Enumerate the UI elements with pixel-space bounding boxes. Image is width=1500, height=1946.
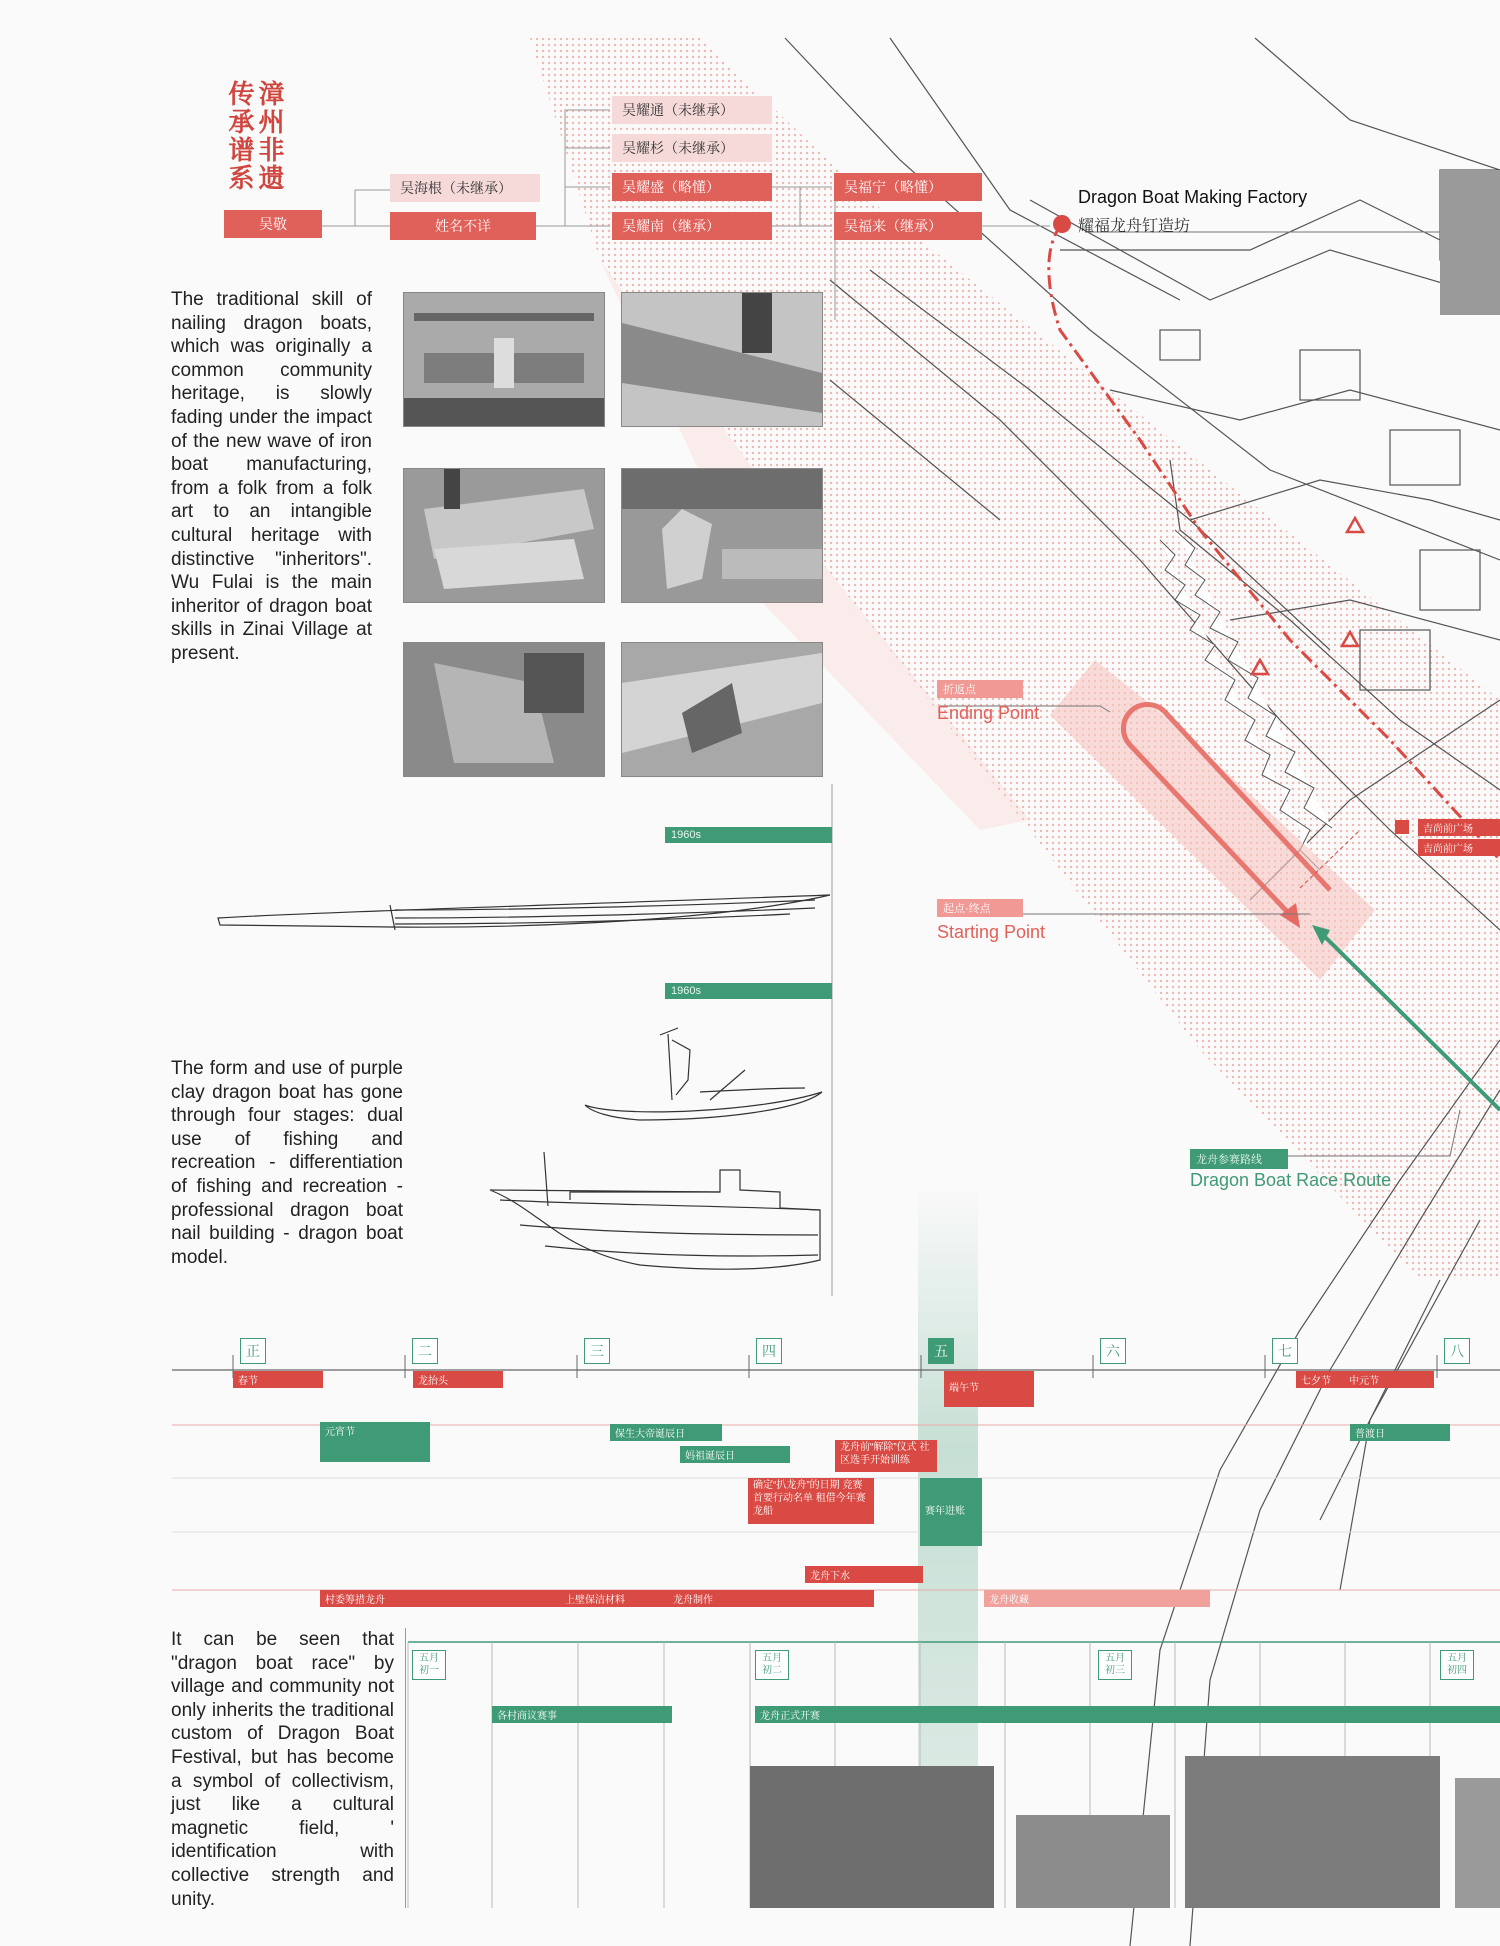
bar-yuanxiao: 元宵节 <box>320 1422 430 1462</box>
month-1: 正 <box>240 1338 266 1364</box>
bar-boat-storage: 龙舟收藏 <box>984 1590 1210 1607</box>
bar-spring-festival: 春节 <box>233 1371 323 1388</box>
gen3-wu-yaosheng: 吴耀盛（略懂） <box>612 173 772 201</box>
bar-race-official: 龙舟正式开赛 <box>755 1706 1500 1723</box>
form-paragraph: The form and use of purple clay dragon boat has gone through four stages: dual use of fishing and recreation - differentiation of fishing and recreation - professional dragon boat nail building - dragon boat model. <box>171 1058 403 1268</box>
photo-carving <box>621 468 823 603</box>
plaza-label-1: 吉尚前广场 <box>1418 819 1500 836</box>
closing-divider <box>405 1628 406 1908</box>
month-2: 二 <box>412 1338 438 1364</box>
bar-baosheng: 保生大帝诞辰日 <box>610 1424 722 1441</box>
gen3-wu-yaonan: 吴耀南（继承） <box>612 212 772 240</box>
photo-hands-1 <box>403 642 605 777</box>
day-1: 五月初一 <box>412 1650 446 1680</box>
bar-boat-making: 龙舟制作 <box>668 1590 874 1607</box>
bar-longtaitou: 龙抬头 <box>413 1371 503 1388</box>
month-8: 八 <box>1444 1338 1470 1364</box>
bar-mazu: 妈祖诞辰日 <box>680 1446 790 1463</box>
photo-workshop-1 <box>403 292 605 427</box>
month-6: 六 <box>1100 1338 1126 1364</box>
starting-point-label: Starting Point <box>937 922 1046 942</box>
era-tag-2: 1960s <box>665 983 832 999</box>
bar-zhongyuan: 中元节 <box>1344 1371 1434 1388</box>
bar-village-negotiation: 各村商议赛事 <box>492 1706 672 1723</box>
race-route-cn: 龙舟参赛路线 <box>1190 1149 1288 1169</box>
race-route-label: Dragon Boat Race Route <box>1190 1170 1392 1190</box>
plaza-marker <box>1395 820 1409 834</box>
day-3: 五月初三 <box>1098 1650 1132 1680</box>
gen2-unknown: 姓名不详 <box>390 212 536 240</box>
bar-jiefu-training: 龙舟前“解除”仪式 社区选手开始训练 <box>835 1440 937 1472</box>
gen4-wu-funing: 吴福宁（略懂） <box>834 173 982 201</box>
month-3: 三 <box>584 1338 610 1364</box>
bar-duanwu: 端午节 <box>944 1371 1034 1407</box>
starting-point-cn: 起点·终点 <box>937 899 1023 917</box>
factory-label: Dragon Boat Making Factory <box>1078 187 1308 207</box>
closing-paragraph: It can be seen that "dragon boat race" by village and community not only inherits the traditional custom of Dragon Boat Festival, but has become a symbol of collectivism, just like a cultural magnetic field, ' identification with collective strength and unity. <box>171 1629 394 1910</box>
factory-label-cn: 耀福龙舟钉造坊 <box>1078 218 1191 235</box>
plaza-label-2: 吉尚前广场 <box>1418 839 1500 856</box>
photo-planks <box>403 468 605 603</box>
month-4: 四 <box>756 1338 782 1364</box>
bar-launch: 龙舟下水 <box>805 1566 923 1583</box>
photo-workshop-2 <box>621 292 823 427</box>
gen4-wu-fulai: 吴福来（继承） <box>834 212 982 240</box>
bar-race-income: 赛年进账 <box>920 1478 982 1546</box>
era-tag-1: 1960s <box>665 827 832 843</box>
bar-materials: 上壁保洁材料 <box>560 1590 670 1607</box>
boat-sketch-1 <box>218 895 830 930</box>
factory-marker <box>1053 215 1071 233</box>
bar-pudu: 普渡日 <box>1350 1424 1450 1441</box>
month-7: 七 <box>1272 1338 1298 1364</box>
founder-tag: 吴敬 <box>224 210 322 238</box>
photo-hands-2 <box>621 642 823 777</box>
month-5: 五 <box>928 1338 954 1364</box>
gen3-wu-yaoshan: 吴耀杉（未继承） <box>612 134 772 162</box>
intro-paragraph: The traditional skill of nailing dragon boats, which was originally a common community heritage, is slowly fading under the impact of the new wave of iron boat manufacturing, from a folk from a folk art to an intangible cultural heritage with distinctive "inheritors". Wu Fulai is the main inheritor of dragon boat skills in Zinai Village at present. <box>171 289 372 664</box>
bar-race-prep: 确定“扒龙舟”的日期 竞赛首要行动名单 租借今年赛龙船 <box>748 1478 874 1524</box>
gen2-wu-haigen: 吴海根（未继承） <box>390 174 540 202</box>
gen3-wu-yaotong: 吴耀通（未继承） <box>612 96 772 124</box>
boat-sketch-3 <box>490 1152 820 1269</box>
day-4: 五月初四 <box>1440 1650 1474 1680</box>
bar-qixi: 七夕节 <box>1296 1371 1346 1388</box>
ending-point-label: Ending Point <box>937 703 1040 723</box>
bar-village-prep: 村委筹措龙舟 <box>320 1590 560 1607</box>
genealogy-title: 漳州非遗传承谱系 <box>224 80 284 192</box>
day-2: 五月初二 <box>755 1650 789 1680</box>
boat-sketch-2 <box>585 1028 822 1120</box>
ending-point-cn: 折返点 <box>937 680 1023 698</box>
